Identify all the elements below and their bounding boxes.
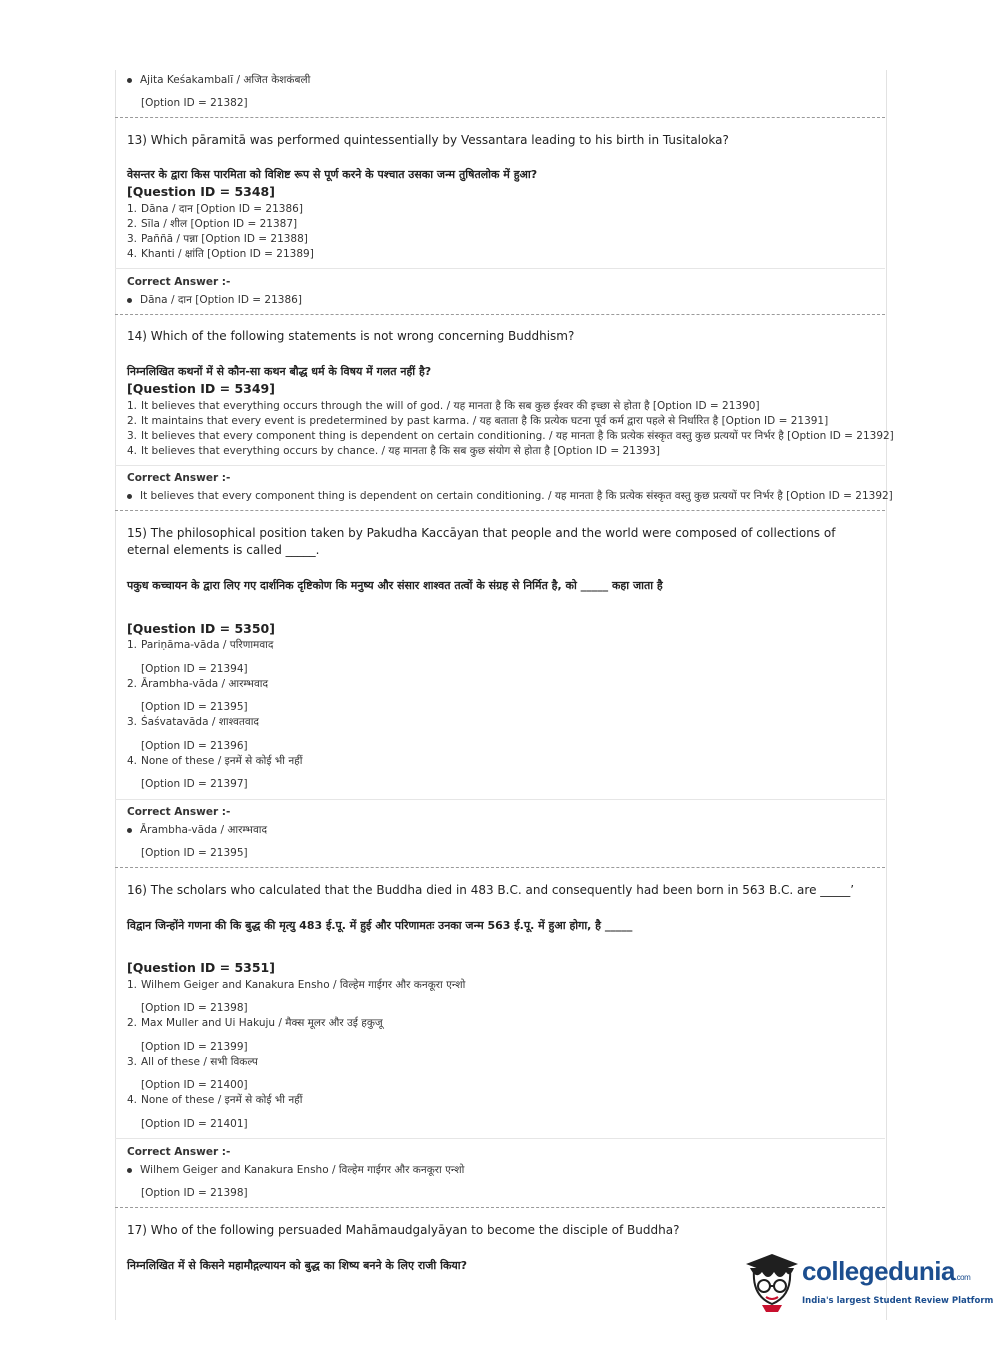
- option-item: 2. It maintains that every event is predetermined by past karma. / यह बताता है कि प्रत्येक घटना पूर्व कर्म द्वारा पहले से निर्धारित है [Option ID = 21391]: [127, 415, 829, 427]
- option-item: Ajita Keśakambalī / अजित केशकंबली: [127, 73, 310, 87]
- collegedunia-logo: [742, 1250, 994, 1320]
- option-item: 4. It believes that everything occurs by chance. / यह मानता है कि सब कुछ संयोग से होता है [Option ID = 21393]: [127, 445, 660, 457]
- correct-answer-label: Correct Answer :-: [127, 276, 231, 288]
- correct-answer-label: Correct Answer :-: [127, 1146, 231, 1158]
- option-id: [Option ID = 21400]: [141, 1079, 248, 1091]
- question-16-id: [Question ID = 5351]: [127, 960, 275, 975]
- question-13-text: 13) Which pāramitā was performed quintessentially by Vessantara leading to his birth in Tusitaloka?: [127, 133, 729, 147]
- option-item: 4. None of these / इनमें से कोई भी नहीं: [127, 755, 303, 767]
- question-15-text-line1: 15) The philosophical position taken by Pakudha Kaccāyan that people and the world were composed of collections of: [127, 526, 836, 540]
- option-item: 3. All of these / सभी विकल्प: [127, 1056, 258, 1068]
- divider: [115, 465, 885, 466]
- option-item: 2. Sīla / शील [Option ID = 21387]: [127, 218, 298, 230]
- logo-wordmark: collegedunia.com: [802, 1256, 971, 1286]
- question-15-text-line2: eternal elements is called _____.: [127, 543, 320, 557]
- divider: [115, 268, 885, 269]
- question-14-id: [Question ID = 5349]: [127, 381, 275, 396]
- question-separator: [115, 117, 885, 118]
- correct-answer-label: Correct Answer :-: [127, 472, 231, 484]
- option-item: 3. Śaśvatavāda / शाश्वतवाद: [127, 716, 260, 728]
- option-item: 4. None of these / इनमें से कोई भी नहीं: [127, 1094, 303, 1106]
- question-14-hindi: निम्नलिखित कथनों में से कौन-सा कथन बौद्ध धर्म के विषय में गलत नहीं है?: [127, 365, 432, 378]
- option-item: 4. Khanti / क्षांति [Option ID = 21389]: [127, 248, 314, 260]
- question-separator: [115, 510, 885, 511]
- question-16-text: 16) The scholars who calculated that the Buddha died in 483 B.C. and consequently had been born in 563 B.C. are _____’: [127, 883, 855, 897]
- question-14-text: 14) Which of the following statements is not wrong concerning Buddhism?: [127, 329, 575, 343]
- option-id: [Option ID = 21398]: [141, 1187, 248, 1199]
- option-id: [Option ID = 21397]: [141, 778, 248, 790]
- option-id: [Option ID = 21382]: [141, 97, 248, 109]
- correct-answer-label: Correct Answer :-: [127, 806, 231, 818]
- correct-answer: Wilhem Geiger and Kanakura Ensho / विल्हेम गाईगर और कनकूरा एन्शो: [127, 1163, 464, 1177]
- question-separator: [115, 867, 885, 868]
- option-id: [Option ID = 21401]: [141, 1118, 248, 1130]
- question-13-hindi: वेसन्तर के द्वारा किस पारमिता को विशिष्ट रूप से पूर्ण करने के पश्चात उसका जन्म तुषितलोक में हुआ?: [127, 168, 538, 181]
- question-15-id: [Question ID = 5350]: [127, 621, 275, 636]
- question-17-text: 17) Who of the following persuaded Mahāmaudgalyāyan to become the disciple of Buddha?: [127, 1223, 680, 1237]
- option-item: 3. It believes that every component thing is dependent on certain conditioning. / यह मानता है कि प्रत्येक संस्कृत वस्तु कुछ प्रत्ययों पर निर्भर है [Option ID = 21392]: [127, 430, 894, 442]
- option-id: [Option ID = 21395]: [141, 701, 248, 713]
- option-id: [Option ID = 21394]: [141, 663, 248, 675]
- option-id: [Option ID = 21396]: [141, 740, 248, 752]
- option-id: [Option ID = 21395]: [141, 847, 248, 859]
- option-item: 2. Ārambha-vāda / आरम्भवाद: [127, 678, 269, 690]
- correct-answer: Dāna / दान [Option ID = 21386]: [127, 293, 302, 307]
- option-item: 1. Wilhem Geiger and Kanakura Ensho / विल्हेम गाईगर और कनकूरा एन्शो: [127, 979, 466, 991]
- divider: [115, 1138, 885, 1139]
- option-id: [Option ID = 21398]: [141, 1002, 248, 1014]
- question-16-hindi: विद्वान जिन्होंने गणना की कि बुद्ध की मृत्यु 483 ई.पू. में हुई और परिणामतः उनका जन्म 563 ई.पू. में हुआ होगा, है _____: [127, 919, 633, 932]
- logo-tagline: India's largest Student Review Platform: [802, 1296, 994, 1306]
- divider: [115, 799, 885, 800]
- option-id: [Option ID = 21399]: [141, 1041, 248, 1053]
- correct-answer: It believes that every component thing is dependent on certain conditioning. / यह मानता है कि प्रत्येक संस्कृत वस्तु कुछ प्रत्ययों पर निर्भर है [Option ID = 21392]: [127, 489, 893, 503]
- option-item: 1. It believes that everything occurs through the will of god. / यह मानता है कि सब कुछ ईश्वर की इच्छा से होता है [Option ID = 21390]: [127, 400, 760, 412]
- question-17-hindi: निम्नलिखित में से किसने महामौद्गल्यायन को बुद्ध का शिष्य बनने के लिए राजी किया?: [127, 1259, 467, 1272]
- question-13-id: [Question ID = 5348]: [127, 184, 275, 199]
- question-15-hindi: पकुध कच्चायन के द्वारा लिए गए दार्शनिक दृष्टिकोण कि मनुष्य और संसार शाश्वत तत्वों के संग्रह से निर्मित है, को _____ कहा जाता है: [127, 579, 663, 592]
- student-mascot-icon: [742, 1250, 802, 1312]
- question-separator: [115, 1207, 885, 1208]
- option-item: 2. Max Muller and Ui Hakuju / मैक्स मूलर और उई हकुजू: [127, 1017, 383, 1029]
- question-separator: [115, 314, 885, 315]
- correct-answer: Ārambha-vāda / आरम्भवाद: [127, 823, 267, 837]
- option-item: 1. Dāna / दान [Option ID = 21386]: [127, 203, 303, 215]
- option-item: 3. Paññā / पन्ना [Option ID = 21388]: [127, 233, 308, 245]
- option-item: 1. Pariṇāma-vāda / परिणामवाद: [127, 639, 274, 651]
